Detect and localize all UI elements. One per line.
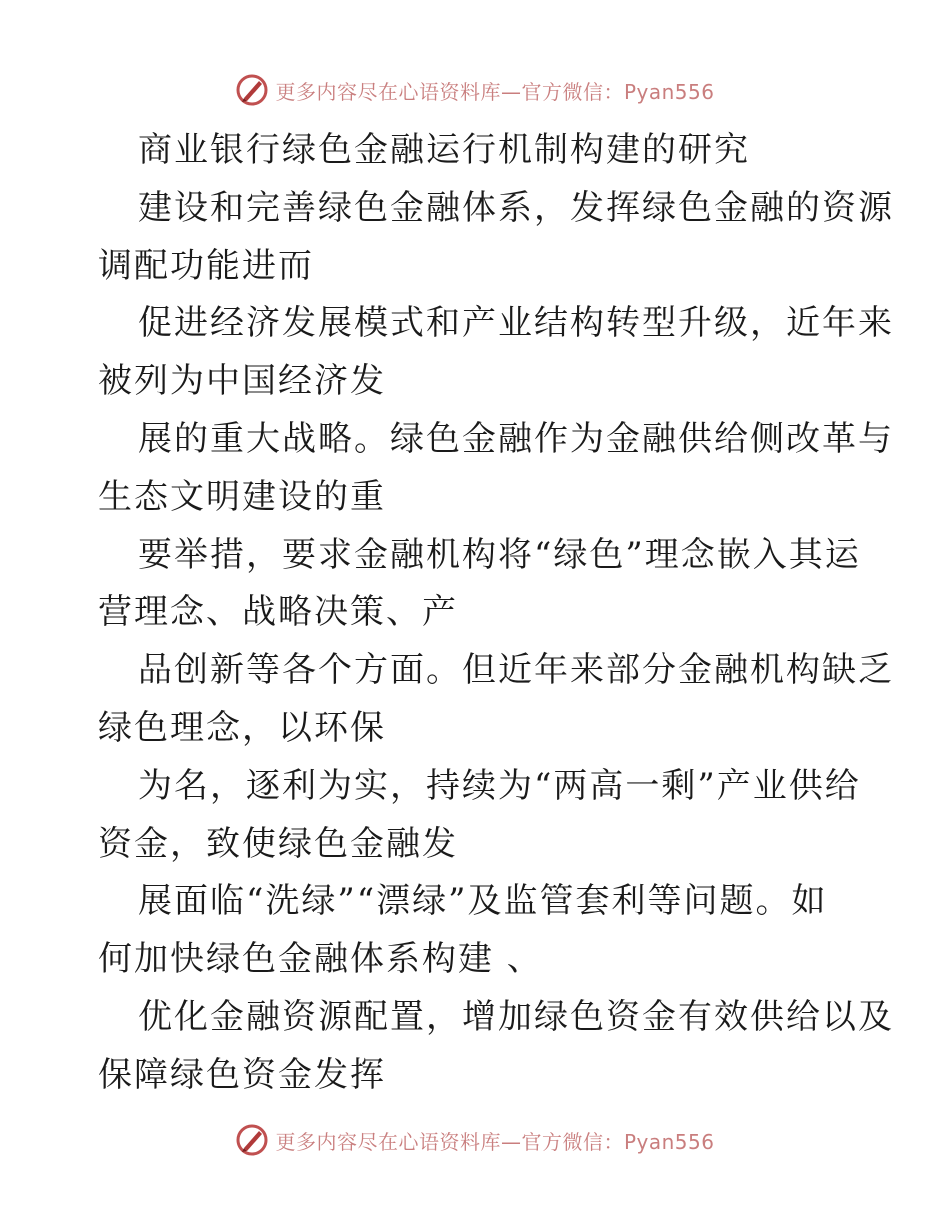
paragraph-line: 为名，逐利为实，持续为“两高一剩”产业供给	[138, 765, 861, 806]
document-title: 商业银行绿色金融运行机制构建的研究	[138, 130, 750, 170]
paragraph-line: 品创新等各个方面。但近年来部分金融机构缺乏	[138, 650, 894, 691]
document-body	[98, 122, 894, 1105]
paragraph-line: 资金，致使绿色金融发	[98, 823, 458, 864]
watermark-text: 更多内容尽在心语资料库—官方微信：Pyan556	[275, 1129, 715, 1154]
paragraph	[98, 989, 894, 1105]
paragraph	[98, 873, 858, 989]
paragraph-line: 促进经济发展模式和产业结构转型升级，近年来	[138, 303, 894, 344]
paragraph-line: 何加快绿色金融体系构建 、	[98, 939, 543, 980]
paragraph	[98, 295, 894, 411]
watermark-text: 更多内容尽在心语资料库—官方微信：Pyan556	[275, 79, 715, 104]
paragraph-line: 绿色理念，以环保	[98, 707, 386, 748]
paragraph-list	[98, 180, 894, 1105]
pen-logo-icon	[235, 73, 269, 107]
paragraph	[98, 642, 894, 758]
header-watermark	[0, 70, 950, 110]
paragraph-line: 建设和完善绿色金融体系，发挥绿色金融的资源	[138, 187, 894, 228]
paragraph-line: 保障绿色资金发挥	[98, 1054, 386, 1095]
paragraph-line: 被列为中国经济发	[98, 361, 386, 402]
footer-watermark	[0, 1120, 950, 1160]
paragraph	[98, 411, 894, 527]
paragraph	[98, 758, 861, 874]
paragraph-line: 生态文明建设的重	[98, 476, 386, 517]
paragraph	[98, 180, 894, 296]
paragraph-line: 要举措，要求金融机构将“绿色”理念嵌入其运	[138, 534, 861, 575]
pen-logo-icon	[235, 1123, 269, 1157]
paragraph-line: 优化金融资源配置，增加绿色资金有效供给以及	[138, 996, 894, 1037]
paragraph	[98, 527, 861, 643]
paragraph-line: 营理念、战略决策、产	[98, 592, 458, 633]
paragraph-line: 展面临“洗绿”“漂绿”及监管套利等问题。如	[138, 881, 828, 922]
paragraph-line: 展的重大战略。绿色金融作为金融供给侧改革与	[138, 418, 894, 459]
paragraph-line: 调配功能进而	[98, 245, 314, 286]
